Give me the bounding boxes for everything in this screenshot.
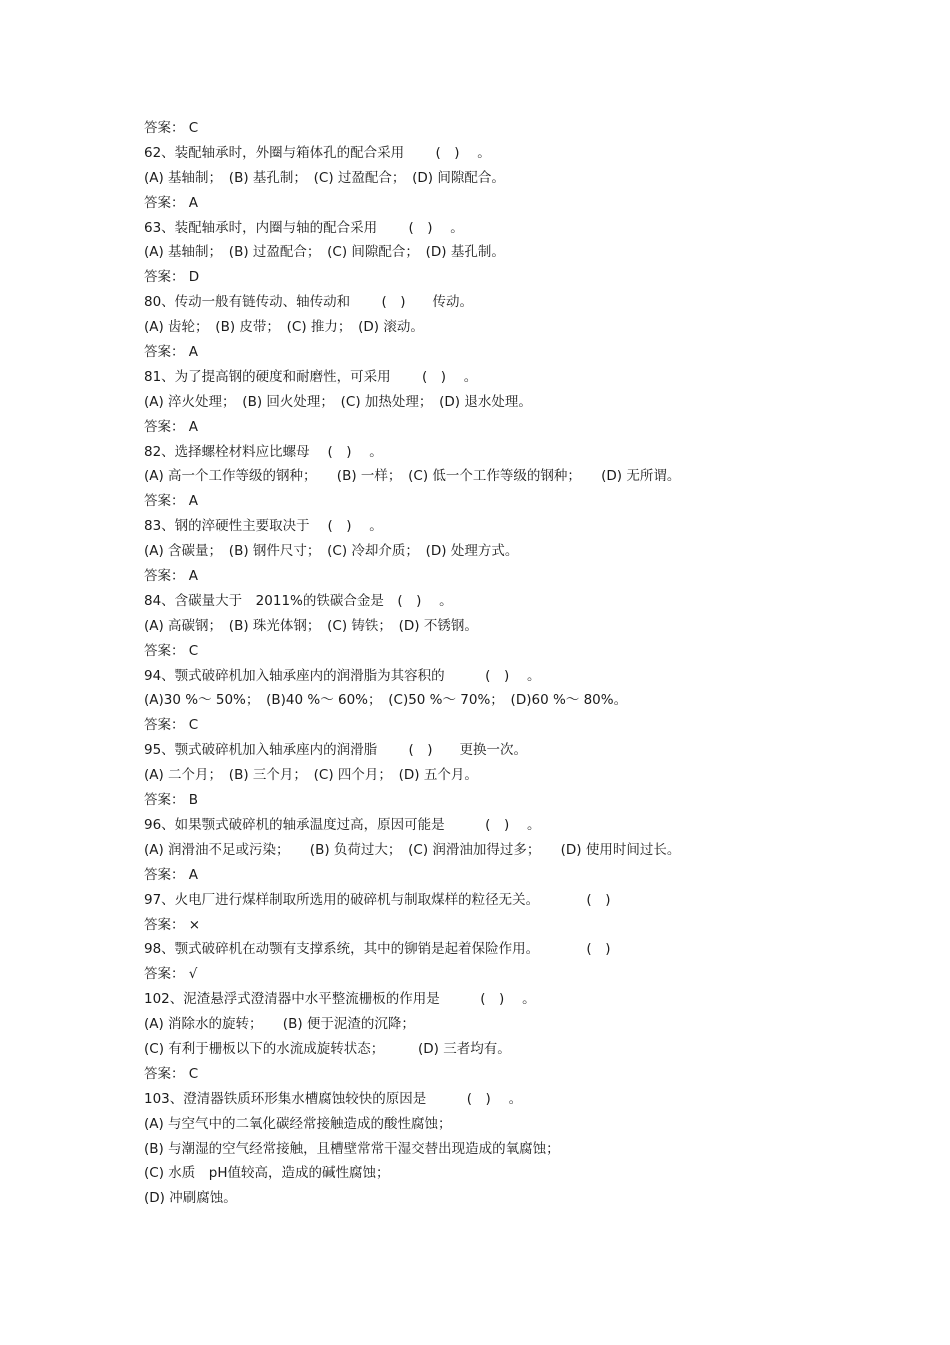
text-line: 94、颚式破碎机加入轴承座内的润滑脂为其容积的 ( ) 。 (144, 667, 541, 684)
text-line: (A) 消除水的旋转； (B) 便于泥渣的沉降； (144, 1016, 415, 1033)
text-line: 答案： A (144, 568, 199, 585)
text-line: (A) 淬火处理； (B) 回火处理； (C) 加热处理； (D) 退水处理。 (144, 393, 532, 410)
text-line: 83、钢的淬硬性主要取决于 ( ) 。 (144, 518, 383, 535)
text-line: 84、含碳量大于 2011%的铁碳合金是 ( ) 。 (144, 592, 453, 609)
text-line: (D) 冲刷腐蚀。 (144, 1190, 237, 1207)
text-line: (A) 与空气中的二氧化碳经常接触造成的酸性腐蚀； (144, 1115, 452, 1132)
text-line: 82、选择螺栓材料应比螺母 ( ) 。 (144, 443, 383, 460)
text-line: (C) 水质 pH值较高，造成的碱性腐蚀； (144, 1165, 390, 1182)
question-list (144, 116, 904, 1211)
text-line: 102、泥渣悬浮式澄清器中水平整流栅板的作用是 ( ) 。 (144, 991, 536, 1008)
text-line: 答案： A (144, 493, 199, 510)
text-line: 答案： C (144, 1065, 199, 1082)
text-line: (A) 齿轮； (B) 皮带； (C) 推力； (D) 滚动。 (144, 319, 424, 336)
text-line: (A) 二个月； (B) 三个月； (C) 四个月； (D) 五个月。 (144, 767, 478, 784)
text-line: (A) 基轴制； (B) 过盈配合； (C) 间隙配合； (D) 基孔制。 (144, 244, 505, 261)
text-line: 答案： A (144, 418, 199, 435)
text-line: 103、澄清器铁质环形集水槽腐蚀较快的原因是 ( ) 。 (144, 1090, 523, 1107)
text-line: (B) 与潮湿的空气经常接触，且槽壁常常干湿交替出现造成的氧腐蚀； (144, 1140, 560, 1157)
text-line: 答案： A (144, 194, 199, 211)
text-line: 81、为了提高钢的硬度和耐磨性，可采用 ( ) 。 (144, 368, 478, 385)
text-line: 80、传动一般有链传动、轴传动和 ( ) 传动。 (144, 294, 474, 311)
text-line: 95、颚式破碎机加入轴承座内的润滑脂 ( ) 更换一次。 (144, 742, 528, 759)
text-line: 98、颚式破碎机在动颚有支撑系统，其中的铆销是起着保险作用。 ( ) (144, 941, 611, 958)
text-line: (A) 含碳量； (B) 钢件尺寸； (C) 冷却介质； (D) 处理方式。 (144, 543, 519, 560)
text-line: 63、装配轴承时，内圈与轴的配合采用 ( ) 。 (144, 219, 464, 236)
text-line: 答案： × (144, 916, 201, 933)
text-line: (A)30 %～ 50%； (B)40 %～ 60%； (C)50 %～ 70%； (D)60 %～ 80%。 (144, 692, 628, 709)
text-line: (C) 有利于栅板以下的水流成旋转状态； (D) 三者均有。 (144, 1040, 511, 1057)
text-line: 答案： C (144, 120, 199, 136)
text-line: 答案： C (144, 642, 199, 659)
text-line: 答案： C (144, 717, 199, 734)
text-line: 96、如果颚式破碎机的轴承温度过高，原因可能是 ( ) 。 (144, 816, 541, 833)
text-line: 答案： D (144, 269, 200, 286)
text-line: (A) 高碳钢； (B) 珠光体钢； (C) 铸铁； (D) 不锈钢。 (144, 617, 478, 634)
text-line: 答案： A (144, 866, 199, 883)
text-line: 答案： √ (144, 966, 198, 983)
text-line: 答案： A (144, 344, 199, 361)
text-line: (A) 基轴制； (B) 基孔制； (C) 过盈配合； (D) 间隙配合。 (144, 169, 505, 186)
text-line: (A) 高一个工作等级的钢种； (B) 一样； (C) 低一个工作等级的钢种； (D) 无所谓。 (144, 468, 681, 485)
text-line: 62、装配轴承时，外圈与箱体孔的配合采用 ( ) 。 (144, 144, 491, 161)
text-line: 97、火电厂进行煤样制取所选用的破碎机与制取煤样的粒径无关。 ( ) (144, 891, 611, 908)
text-line: 答案： B (144, 792, 199, 809)
text-line: (A) 润滑油不足或污染； (B) 负荷过大； (C) 润滑油加得过多； (D) 使用时间过长。 (144, 841, 681, 858)
